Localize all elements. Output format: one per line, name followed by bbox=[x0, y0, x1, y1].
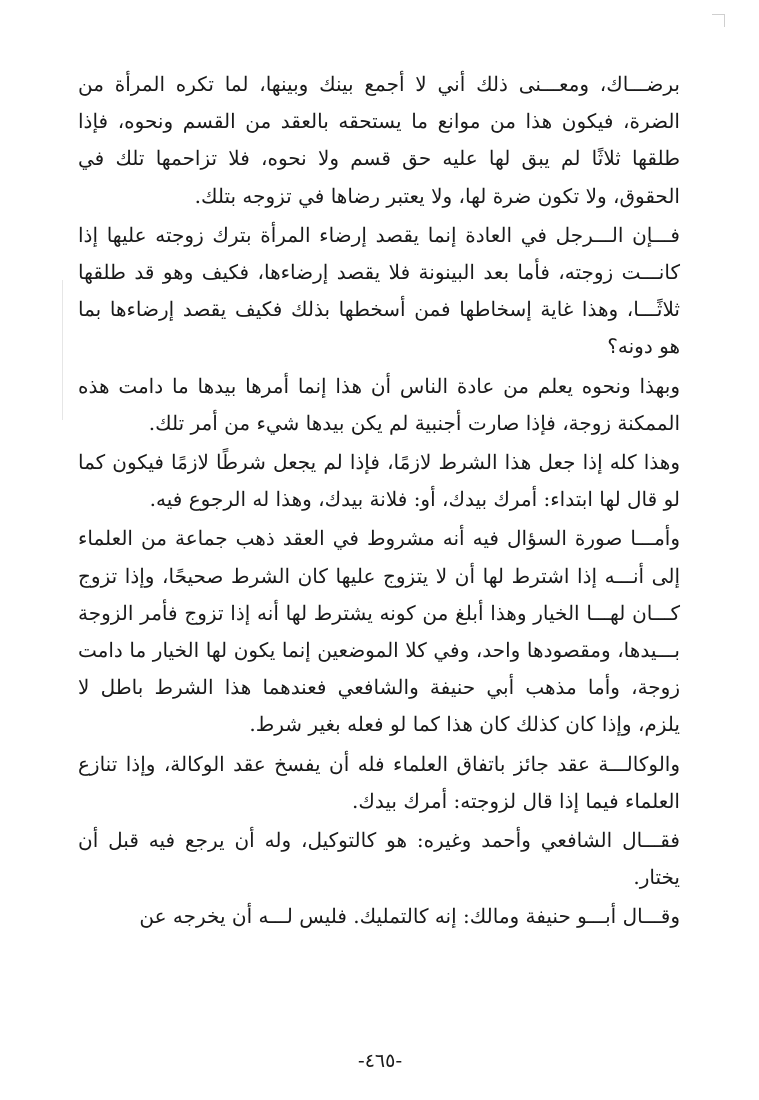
paragraph-8: وقـــال أبـــو حنيفة ومالك: إنه كالتمليك. فليس لـــه أن يخرجه عن bbox=[139, 904, 680, 929]
paragraph-4: وهذا كله إذا جعل هذا الشرط لازمًا، فإذا لم يجعل شرطًا لازمًا فيكون كما لو قال لها ابتداء: أمرك بيدك، أو: فلانة بيدك، وهذا له الرجوع فيه. bbox=[78, 450, 680, 512]
paragraph-2: فـــإن الـــرجل في العادة إنما يقصد إرضاء المرأة بترك زوجته عليها إذا كانـــت زوجته، فأما بعد البينونة فلا يقصد إرضاءها، فكيف وهو قد طلقها ثلاثًـــا، وهذا غاية إسخاطها فمن أسخطها بذلك فكيف يقصد إرضاءها بما هو دونه؟ bbox=[78, 222, 680, 359]
paragraph-7: فقـــال الشافعي وأحمد وغيره: هو كالتوكيل، وله أن يرجع فيه قبل أن يختار. bbox=[78, 828, 680, 890]
paragraph-5: وأمـــا صورة السؤال فيه أنه مشروط في العقد ذهب جماعة من العلماء إلى أنـــه إذا اشترط لها أن لا يتزوج عليها كان الشرط صحيحًا، وإذا تزوج كـــان لهـــا الخيار وهذا أبلغ من كونه يشترط لها أنه إذا تزوج فأمر الزوجة بـــيدها، ومقصودها واحد، وفي كلا الموضعين إنما يكون لها الخيار ما دامت زوجة، وأما مذهب أبي حنيفة والشافعي فعندهما هذا الشرط باطل لا يلزم، وإذا كان كذلك كان هذا كما لو فعله بغير شرط. bbox=[78, 526, 680, 737]
page-number: -٤٦٥- bbox=[357, 1050, 403, 1072]
paragraph-3: وبهذا ونحوه يعلم من عادة الناس أن هذا إنما أمرها بيدها ما دامت هذه الممكنة زوجة، فإذا صارت أجنبية لم يكن بيدها شيء من أمر تلك. bbox=[78, 373, 680, 435]
body-text bbox=[78, 66, 680, 936]
scan-corner-mark bbox=[712, 14, 725, 27]
scan-margin-line bbox=[62, 280, 63, 420]
paragraph-1: برضـــاك، ومعـــنى ذلك أني لا أجمع بينك وبينها، لما تكره المرأة من الضرة، فيكون هذا من موانع ما يستحقه بالعقد من القسم ونحوه، فإذا طلقها ثلاثًا لم يبق لها عليه حق قسم ولا نحوه، فلا تزاحمها تلك في الحقوق، ولا تكون ضرة لها، ولا يعتبر رضاها في تزوجه بتلك. bbox=[78, 72, 680, 208]
paragraph-6: والوكالـــة عقد جائز باتفاق العلماء فله أن يفسخ عقد الوكالة، وإذا تنازع العلماء فيما إذا قال لزوجته: أمرك بيدك. bbox=[78, 751, 680, 813]
